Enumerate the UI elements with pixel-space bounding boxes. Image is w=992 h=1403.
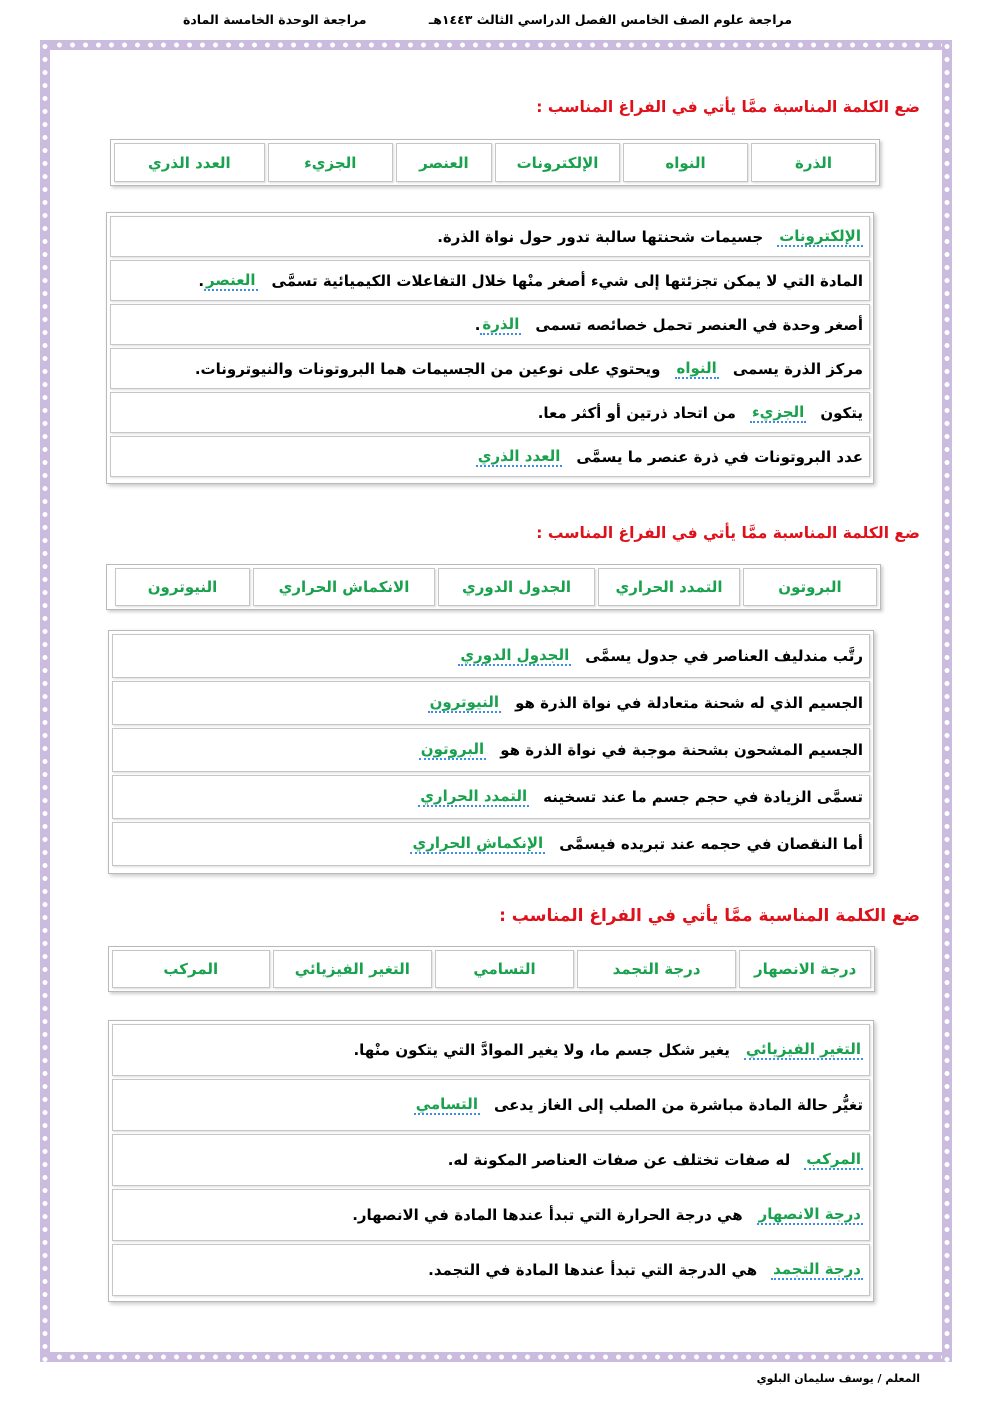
- sentence-row: [112, 822, 870, 866]
- sentence-text: ويحتوي على نوعين من الجسيمات هما البروتونات والنيوترونات.: [194, 359, 661, 378]
- sentence-row: [110, 392, 870, 433]
- sentence-text: المادة التي لا يمكن تجزئتها إلى شيء أصغر منْها خلال التفاعلات الكيميائية تسمَّى: [271, 271, 863, 290]
- sentence-text: .: [474, 315, 481, 334]
- sentence-row: [110, 304, 870, 345]
- answer-word: الجزيء: [751, 402, 805, 421]
- answer-word: النيوترون: [429, 693, 500, 711]
- sentence-row: [110, 436, 870, 477]
- word-bank-item: المركب: [112, 950, 270, 988]
- answer-word: الإلكترونات: [779, 226, 861, 245]
- sentence-text: مركز الذرة يسمى: [732, 359, 863, 378]
- word-bank-item: الانكماش الحراري: [253, 568, 435, 606]
- sentence-row: [112, 681, 870, 725]
- sentence-text: جسيمات شحنتها سالبة تدور حول نواة الذرة.: [437, 227, 764, 246]
- word-bank-item: العدد الذري: [114, 143, 265, 182]
- section2-instruction: ضع الكلمة المناسبة ممَّا يأتي في الفراغ المناسب :: [536, 524, 920, 542]
- word-bank-item: الجزيء: [268, 143, 393, 182]
- word-bank-item: درجة التجمد: [577, 950, 737, 988]
- word-bank-item: الإلكترونات: [495, 143, 620, 182]
- word-bank-item: العنصر: [396, 143, 492, 182]
- section1-word-bank: [110, 139, 880, 186]
- sentence-text: تسمَّى الزيادة في حجم جسم ما عند تسخينه: [543, 788, 863, 806]
- teacher-name: المعلم / يوسف سليمان البلوي: [756, 1372, 920, 1385]
- answer-word: الجدول الدوري: [460, 646, 570, 664]
- frame-border-right: [942, 40, 952, 1362]
- section3-sentences: [108, 1020, 874, 1302]
- sentence-text: رتَّب مندليف العناصر في جدول يسمَّى: [585, 647, 863, 665]
- sentence-row: [110, 260, 870, 301]
- answer-word: درجة التجمد: [773, 1260, 861, 1278]
- word-bank-item: درجة الانصهار: [739, 950, 871, 988]
- sentence-row: [110, 348, 870, 389]
- answer-word: العدد الذري: [477, 446, 561, 465]
- sentence-row: [112, 1134, 870, 1186]
- sentence-text: أما النقصان في حجمه عند تبريده فيسمَّى: [559, 835, 863, 853]
- section3-instruction: ضع الكلمة المناسبة ممَّا يأتي في الفراغ المناسب :: [499, 906, 920, 926]
- answer-word: الذرة: [482, 314, 520, 333]
- sentence-row: [112, 728, 870, 772]
- sentence-text: أصغر وحدة في العنصر تحمل خصائصه تسمى: [535, 315, 863, 334]
- sentence-row: [112, 1189, 870, 1241]
- sentence-text: له صفات تختلف عن صفات العناصر المكونة له.: [447, 1151, 791, 1169]
- sentence-text: الجسيم الذي له شحنة متعادلة في نواة الذرة هو: [515, 694, 863, 712]
- sentence-text: تغيُّر حالة المادة مباشرة من الصلب إلى الغاز يدعى: [493, 1096, 863, 1114]
- word-bank-item: النواه: [623, 143, 748, 182]
- answer-word: الإنكماش الحراري: [412, 834, 544, 852]
- word-bank-item: التسامي: [435, 950, 574, 988]
- sentence-row: [112, 1079, 870, 1131]
- answer-word: العنصر: [206, 270, 256, 289]
- answer-word: درجة الانصهار: [758, 1205, 861, 1223]
- answer-word: التمدد الحراري: [420, 787, 528, 805]
- section2-sentences: [108, 630, 874, 874]
- sentence-text: يتكون: [820, 403, 863, 422]
- answer-word: التغير الفيزيائي: [745, 1040, 861, 1058]
- sentence-text: هي الدرجة التي تبدأ عندها المادة في التجمد.: [428, 1261, 758, 1279]
- sentence-row: [112, 775, 870, 819]
- section1-instruction: ضع الكلمة المناسبة ممَّا يأتي في الفراغ المناسب :: [536, 98, 920, 116]
- word-bank-item: البروتون: [743, 568, 877, 606]
- word-bank-item: التغير الفيزيائي: [273, 950, 433, 988]
- sentence-row: [112, 634, 870, 678]
- answer-word: النواه: [676, 358, 717, 377]
- sentence-text: هي درجة الحرارة التي تبدأ عندها المادة في الانصهار.: [352, 1206, 743, 1224]
- frame-border-left: [40, 40, 50, 1362]
- word-bank-item: النيوترون: [115, 568, 250, 606]
- sentence-row: [110, 216, 870, 257]
- sentence-text: من اتحاد ذرتين أو أكثر معا.: [537, 403, 736, 422]
- sentence-row: [112, 1024, 870, 1076]
- header-title-left: مراجعة الوحدة الخامسة المادة: [183, 12, 367, 27]
- sentence-row: [112, 1244, 870, 1296]
- section3-word-bank: [108, 946, 875, 992]
- frame-border-bottom: [40, 1352, 952, 1362]
- header-title-right: مراجعة علوم الصف الخامس الفصل الدراسي الثالث ١٤٤٣هـ: [428, 12, 792, 27]
- section1-sentences: [106, 212, 874, 484]
- frame-border-top: [40, 40, 952, 50]
- word-bank-item: التمدد الحراري: [598, 568, 740, 606]
- sentence-text: الجسيم المشحون بشحنة موجبة في نواة الذرة هو: [500, 741, 863, 759]
- word-bank-item: الذرة: [751, 143, 876, 182]
- sentence-text: .: [198, 271, 205, 290]
- answer-word: التسامي: [415, 1095, 478, 1113]
- answer-word: المركب: [806, 1150, 861, 1168]
- section2-word-bank: [106, 564, 881, 610]
- word-bank-item: الجدول الدوري: [438, 568, 595, 606]
- sentence-text: يغير شكل جسم ما، ولا يغير الموادَّ التي يتكون منْها.: [353, 1041, 730, 1059]
- sentence-text: عدد البروتونات في ذرة عنصر ما يسمَّى: [576, 447, 863, 466]
- answer-word: البروتون: [420, 740, 485, 758]
